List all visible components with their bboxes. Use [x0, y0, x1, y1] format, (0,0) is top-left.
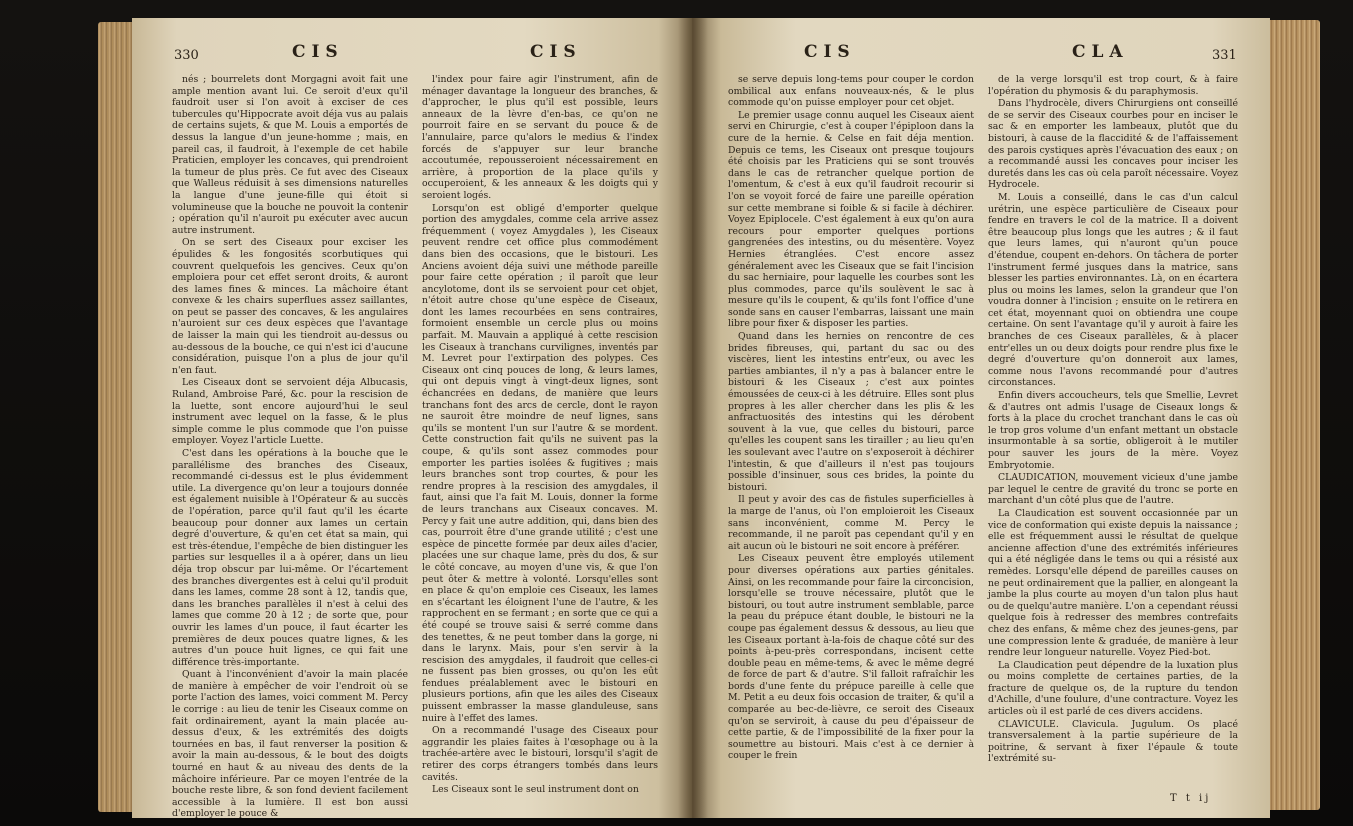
book-gutter-shadow — [678, 18, 708, 818]
left-page-number: 330 — [174, 48, 199, 63]
paragraph: Dans l'hydrocèle, divers Chirurgiens ont conseillé de se servir des Ciseaux courbes pour en inciser le sac & en emporter les lambeaux, plutôt que du bistouri, à cause de la flaccidité & de l'affaissement des parois cystiques après l'évacuation des eaux ; on a recommandé aussi les concaves pour inciser les duretés dans les cas où cela paroît nécessaire. Voyez Hydrocele. — [988, 98, 1238, 191]
paragraph: de la verge lorsqu'il est trop court, & à faire l'opération du phymosis & du paraphymosis. — [988, 74, 1238, 97]
left-running-head-2: C I S — [530, 42, 576, 62]
right-page-column-1 — [728, 74, 974, 804]
signature-mark: T t ij — [1170, 793, 1212, 804]
right-page-column-2 — [988, 74, 1238, 804]
paragraph: l'index pour faire agir l'instrument, afin de ménager davantage la longueur des branches, & d'approcher, le plus qu'il est possible, leurs anneaux de la lèvre d'en-bas, ce qu'on ne pourroit faire en se servant du pouce & de l'annulaire, parce qu'alors le medius & l'index forcés de s'appuyer sur leur branche accoutumée, repousseroient nécessairement en arrière, à proportion de la place qu'ils y occuperoient, & les anneaux & les doigts qui y seroient logés. — [422, 74, 658, 201]
paragraph: Les Ciseaux sont le seul instrument dont on — [432, 784, 639, 796]
left-page — [132, 18, 692, 818]
paragraph: La Claudication est souvent occasionnée par un vice de conformation qui existe depuis la naissance ; elle est fréquemment aussi le résultat de quelque ancienne affection d'une des extrémités inférieures qui a été négligée dans le tems ou qui a résisté aux remèdes. Lorsqu'elle dépend de pareilles causes on ne peut ordinairement que la pallier, en alongeant la jambe la plus courte au moyen d'un talon plus haut ou de quelqu'autre manière. L'on a cependant réussi quelque fois à redresser des membres contrefaits chez des enfans, & même chez des jeunes-gens, par une compression lente & graduée, de manière à leur rendre leur longueur naturelle. Voyez Pied-bot. — [988, 507, 1238, 659]
paragraph: C'est dans les opérations à la bouche que le parallélisme des branches des Ciseaux, recommandé ci-dessus est le plus évidemment utile. La divergence qu'on leur a toujours donnée est également nuisible à l'Opérateur & au succès de l'opération, parce qu'il faut qu'il les écarte beaucoup pour donner aux lames un certain degré d'ouverture, & qu'en cet état sa main, qui est très-étendue, l'empêche de bien distinguer les parties sur lesquelles il a à opérer, dans un lieu déja trop obscur par lui-même. Or l'écartement des branches divergentes est à celui qu'il produit dans les lames, comme 28 sont à 12, tandis que, dans les branches parallèles il n'est à celui des lames que comme 20 à 12 ; de sorte que, pour ouvrir les lames d'un pouce, il faut écarter les premières de deux pouces quatre lignes, & les autres d'un pouce huit lignes, ce qui fait une différence très-importante. — [172, 448, 408, 668]
paragraph: Quand dans les hernies on rencontre de ces brides fibreuses, qui, partant du sac ou des viscères, lient les intestins entr'eux, ou avec les parties ambiantes, il n'y a pas à balancer entre le bistouri & les Ciseaux ; c'est aux pointes émoussées de ceux-ci à les détruire. Elles sont plus propres à les aller chercher dans les plis & les anfractuosités des intestins qui les dérobent souvent à la vue, que celles du bistouri, parce qu'elles les coupent sans les tirailler ; au lieu qu'en les soulevant avec l'autre on s'exposeroit à déchirer l'intestin, & que d'ailleurs il n'est pas toujours possible d'insinuer, sous ces brides, la pointe du bistouri. — [728, 331, 974, 493]
right-page-number: 331 — [1212, 48, 1237, 63]
right-page — [692, 18, 1270, 818]
paragraph: Le premier usage connu auquel les Ciseaux aient servi en Chirurgie, c'est à couper l'épiploon dans la cure de la hernie. & Celse en fait déja mention. Depuis ce tems, les Ciseaux ont presque toujours été choisis par les Praticiens qui se sont trouvés dans le cas de retrancher quelque portion de l'omentum, & c'est à eux qu'il faudroit recourir si l'on se voyoit forcé de faire une pareille opération sur cette membrane si foible & si facile à déchirer. Voyez Epiplocele. C'est également à eux qu'on aura recours pour emporter quelques portions gangrenées des intestins, ou du mésentère. Voyez Hernies étranglées. C'est encore assez généralement avec les Ciseaux que se fait l'incision du sac herniaire, pour laquelle les courbes sont les plus commodes, parce qu'ils soulèvent le sac à mesure qu'ils le coupent, & qu'ils font l'office d'une sonde sans en causer l'embarras, laissant une main libre pour fixer & disposer les parties. — [728, 109, 974, 330]
paragraph: CLAVICULE. Clavicula. Jugulum. Os placé transversalement à la partie supérieure de la poitrine, & servant à fixer l'épaule & toute l'extrémité su- — [988, 718, 1238, 765]
paragraph: On se sert des Ciseaux pour exciser les épulides & les fongosités scorbutiques qui couvrent quelquefois les gencives. Ceux qu'on emploiera pour cet effet seront droits, & auront des lames fines & minces. La mâchoire étant convexe & les chairs superflues assez saillantes, on peut se passer des concaves, & les angulaires n'auroient sur ces deux espèces que l'avantage de laisser la main qui les tiendroit au-dessus ou au-dessous de la bouche, ce qui n'est ici d'aucune considération, puisque l'on a plus de jour qu'il n'en faut. — [172, 237, 408, 376]
right-page-edges — [1268, 20, 1320, 810]
paragraph: CLAUDICATION, mouvement vicieux d'une jambe par lequel le centre de gravité du tronc se porte en marchant d'un côté plus que de l'autre. — [988, 472, 1238, 507]
left-running-head-1: C I S — [292, 42, 338, 62]
paragraph: M. Louis a conseillé, dans le cas d'un calcul urétrin, une espèce particulière de Ciseaux pour fendre en travers le col de la matrice. Il a doivent être beaucoup plus longs que les autres ; & il faut que leurs lames, qui n'auront qu'un pouce d'étendue, coupent en-dehors. On tâchera de porter l'instrument fermé jusques dans la matrice, sans blesser les parties environnantes. Là, on en écartera plus ou moins les lames, selon la grandeur que l'on voudra donner à l'incision ; ensuite on le retirera en cet état, moyennant quoi on obtiendra une coupe certaine. On sent l'avantage qu'il y auroit à faire les branches de ces Ciseaux parallèles, & à placer entr'elles un ou deux doigts pour rendre plus fixe le degré d'ouverture qu'on donneroit aux lames, comme nous l'avons recommandé pour d'autres circonstances. — [988, 191, 1238, 389]
paragraph: Les Ciseaux dont se servoient déja Albucasis, Ruland, Ambroise Paré, &c. pour la rescision de la luette, sont encore aujourd'hui le seul instrument avec lequel on la fasse, & le plus simple comme le plus commode que l'on puisse employer. Voyez l'article Luette. — [172, 377, 408, 447]
paragraph: Lorsqu'on est obligé d'emporter quelque portion des amygdales, comme cela arrive assez fréquemment ( voyez Amygdales ), les Ciseaux peuvent rendre cet office plus commodément dans bien des occasions, que le bistouri. Les Anciens avoient déja suivi une méthode pareille pour faire cette opération ; il paroît que leur ancylotome, dont ils se servoient pour cet objet, n'étoit autre chose qu'une espèce de Ciseaux, dont les lames recourbées en sens contraires, formoient ensemble un cercle plus ou moins parfait. M. Mauvain a appliqué à cette rescision les Ciseaux à tranchans curvilignes, inventés par M. Levret pour l'extirpation des polypes. Ces Ciseaux ont cinq pouces de long, & leurs lames, qui ont depuis vingt à vingt-deux lignes, sont échancrées en dedans, de manière que leurs tranchans font des arcs de cercle, dont le rayon ne sauroit être moindre de neuf lignes, sans qu'ils se montent l'un sur l'autre & se mordent. Cette construction fait qu'ils ne suivent pas la coupe, & qu'ils sont assez commodes pour emporter les parties isolées & fugitives ; mais leurs branches sont trop courtes, & pour les rendre propres à la rescision des amygdales, il faut, ainsi que l'a fait M. Louis, donner la forme de leurs tranchans aux Ciseaux concaves. M. Percy y fait une autre addition, qui, dans bien des cas, pourroit être d'une grande utilité ; c'est une espèce de pincette formée par deux ailes d'acier, placées une sur chaque lame, près du dos, & sur le côté concave, au moyen d'une vis, & que l'on peut ôter & mettre à volonté. Lorsqu'elles sont en place & qu'on emploie ces Ciseaux, les lames en s'écartant les éloignent l'une de l'autre, & les rapprochent en se fermant ; en sorte que ce qui a été coupé se trouve saisi & serré comme dans des tenettes, & ne peut tomber dans la gorge, ni dans le larynx. Mais, pour s'en servir à la rescision des amygdales, il faudroit que celles-ci ne fussent pas bien grosses, ou qu'on les eût fendues préalablement avec le bistouri en plusieurs portions, afin que les ailes des Ciseaux puissent embrasser la masse glanduleuse, sans nuire à l'effet des lames. — [422, 202, 658, 724]
paragraph: se serve depuis long-tems pour couper le cordon ombilical aux enfans nouveaux-nés, & le plus commode qu'on puisse employer pour cet objet. — [728, 74, 974, 109]
right-running-head-1: C I S — [804, 42, 850, 62]
open-book — [98, 18, 1320, 818]
left-page-column-1 — [172, 74, 408, 820]
paragraph: Il peut y avoir des cas de fistules superficielles à la marge de l'anus, où l'on emploieroit les Ciseaux sans inconvénient, comme M. Percy le recommande, il ne paroît pas cependant qu'il y en ait aucun où le bistouri ne soit encore à préférer. — [728, 494, 974, 552]
paragraph: Quant à l'inconvénient d'avoir la main placée de manière à empêcher de voir l'endroit où se porte l'action des lames, voici comment M. Percy le corrige : au lieu de tenir les Ciseaux comme on fait ordinairement, ayant la main placée au-dessus d'eux, & les extrémités des doigts tournées en bas, il faut renverser la position & avoir la main au-dessous, & le bout des doigts tourné en haut & au niveau des dents de la mâchoire inférieure. Par ce moyen l'entrée de la bouche reste libre, & son fond devient facilement accessible à la lumière. Il est bon aussi d'employer le pouce & — [172, 669, 408, 820]
paragraph: nés ; bourrelets dont Morgagni avoit fait une ample mention avant lui. Ce seroit d'eux qu'il faudroit user si l'on avoit à exciser de ces tubercules qu'Hippocrate avoit déja vus au palais de certains sujets, & que M. Louis a emportés de dessus la langue d'un jeune-homme ; mais, en pareil cas, il faudroit, à l'exemple de cet habile Praticien, employer les concaves, qui prendroient la tumeur de plus près. Ce fut avec des Ciseaux que Walleus réduisit à ses dimensions naturelles la langue d'une jeune-fille qui étoit si volumineuse que la bouche ne pouvoit la contenir ; opération qu'il n'auroit pu exécuter avec aucun autre instrument. — [172, 74, 408, 236]
paragraph: Enfin divers accoucheurs, tels que Smellie, Levret & d'autres ont admis l'usage de Ciseaux longs & forts à la place du crochet tranchant dans le cas où le trop gros volume d'un enfant mettant un obstacle insurmontable à sa sortie, obligeroit à le mutiler pour sauver les jours de la mère. Voyez Embryotomie. — [988, 390, 1238, 471]
left-page-edges — [98, 22, 134, 812]
right-running-head-2: C L A — [1072, 42, 1123, 62]
paragraph: On a recommandé l'usage des Ciseaux pour aggrandir les plaies faites à l'œsophage ou à la trachée-artère avec le bistouri, lorsqu'il s'agit de retirer des corps étrangers tombés dans leurs cavités. — [422, 725, 658, 783]
paragraph: Les Ciseaux peuvent être employés utilement pour diverses opérations aux parties génitales. Ainsi, on les recommande pour faire la circoncision, lorsqu'elle se trouve nécessaire, plutôt que le bistouri, ou tout autre instrument semblable, parce la peau du prépuce étant double, le bistouri ne la coupe pas également dessus & dessous, au lieu que les Ciseaux portant à-la-fois de chaque côté sur des points à-peu-près correspondans, incisent cette double peau en même-tems, & avec le même degré de force de part & d'autre. S'il falloit rafraîchir les bords d'une fente du prépuce pareille à celle que M. Petit a eu deux fois occasion de traiter, & qu'il a comparée au bec-de-lièvre, ce seroit des Ciseaux qu'on se serviroit, à cause du peu d'épaisseur de cette partie, & de l'impossibilité de la fixer pour la soumettre au bistouri. Mais c'est à ce dernier à couper le frein — [728, 553, 974, 762]
left-page-column-2 — [422, 74, 658, 804]
paragraph: La Claudication peut dépendre de la luxation plus ou moins complette de certaines parties, de la fracture de quelque os, de la rupture du tendon d'Achille, d'une foulure, d'une contracture. Voyez les articles où il est parlé de ces divers accidens. — [988, 659, 1238, 718]
